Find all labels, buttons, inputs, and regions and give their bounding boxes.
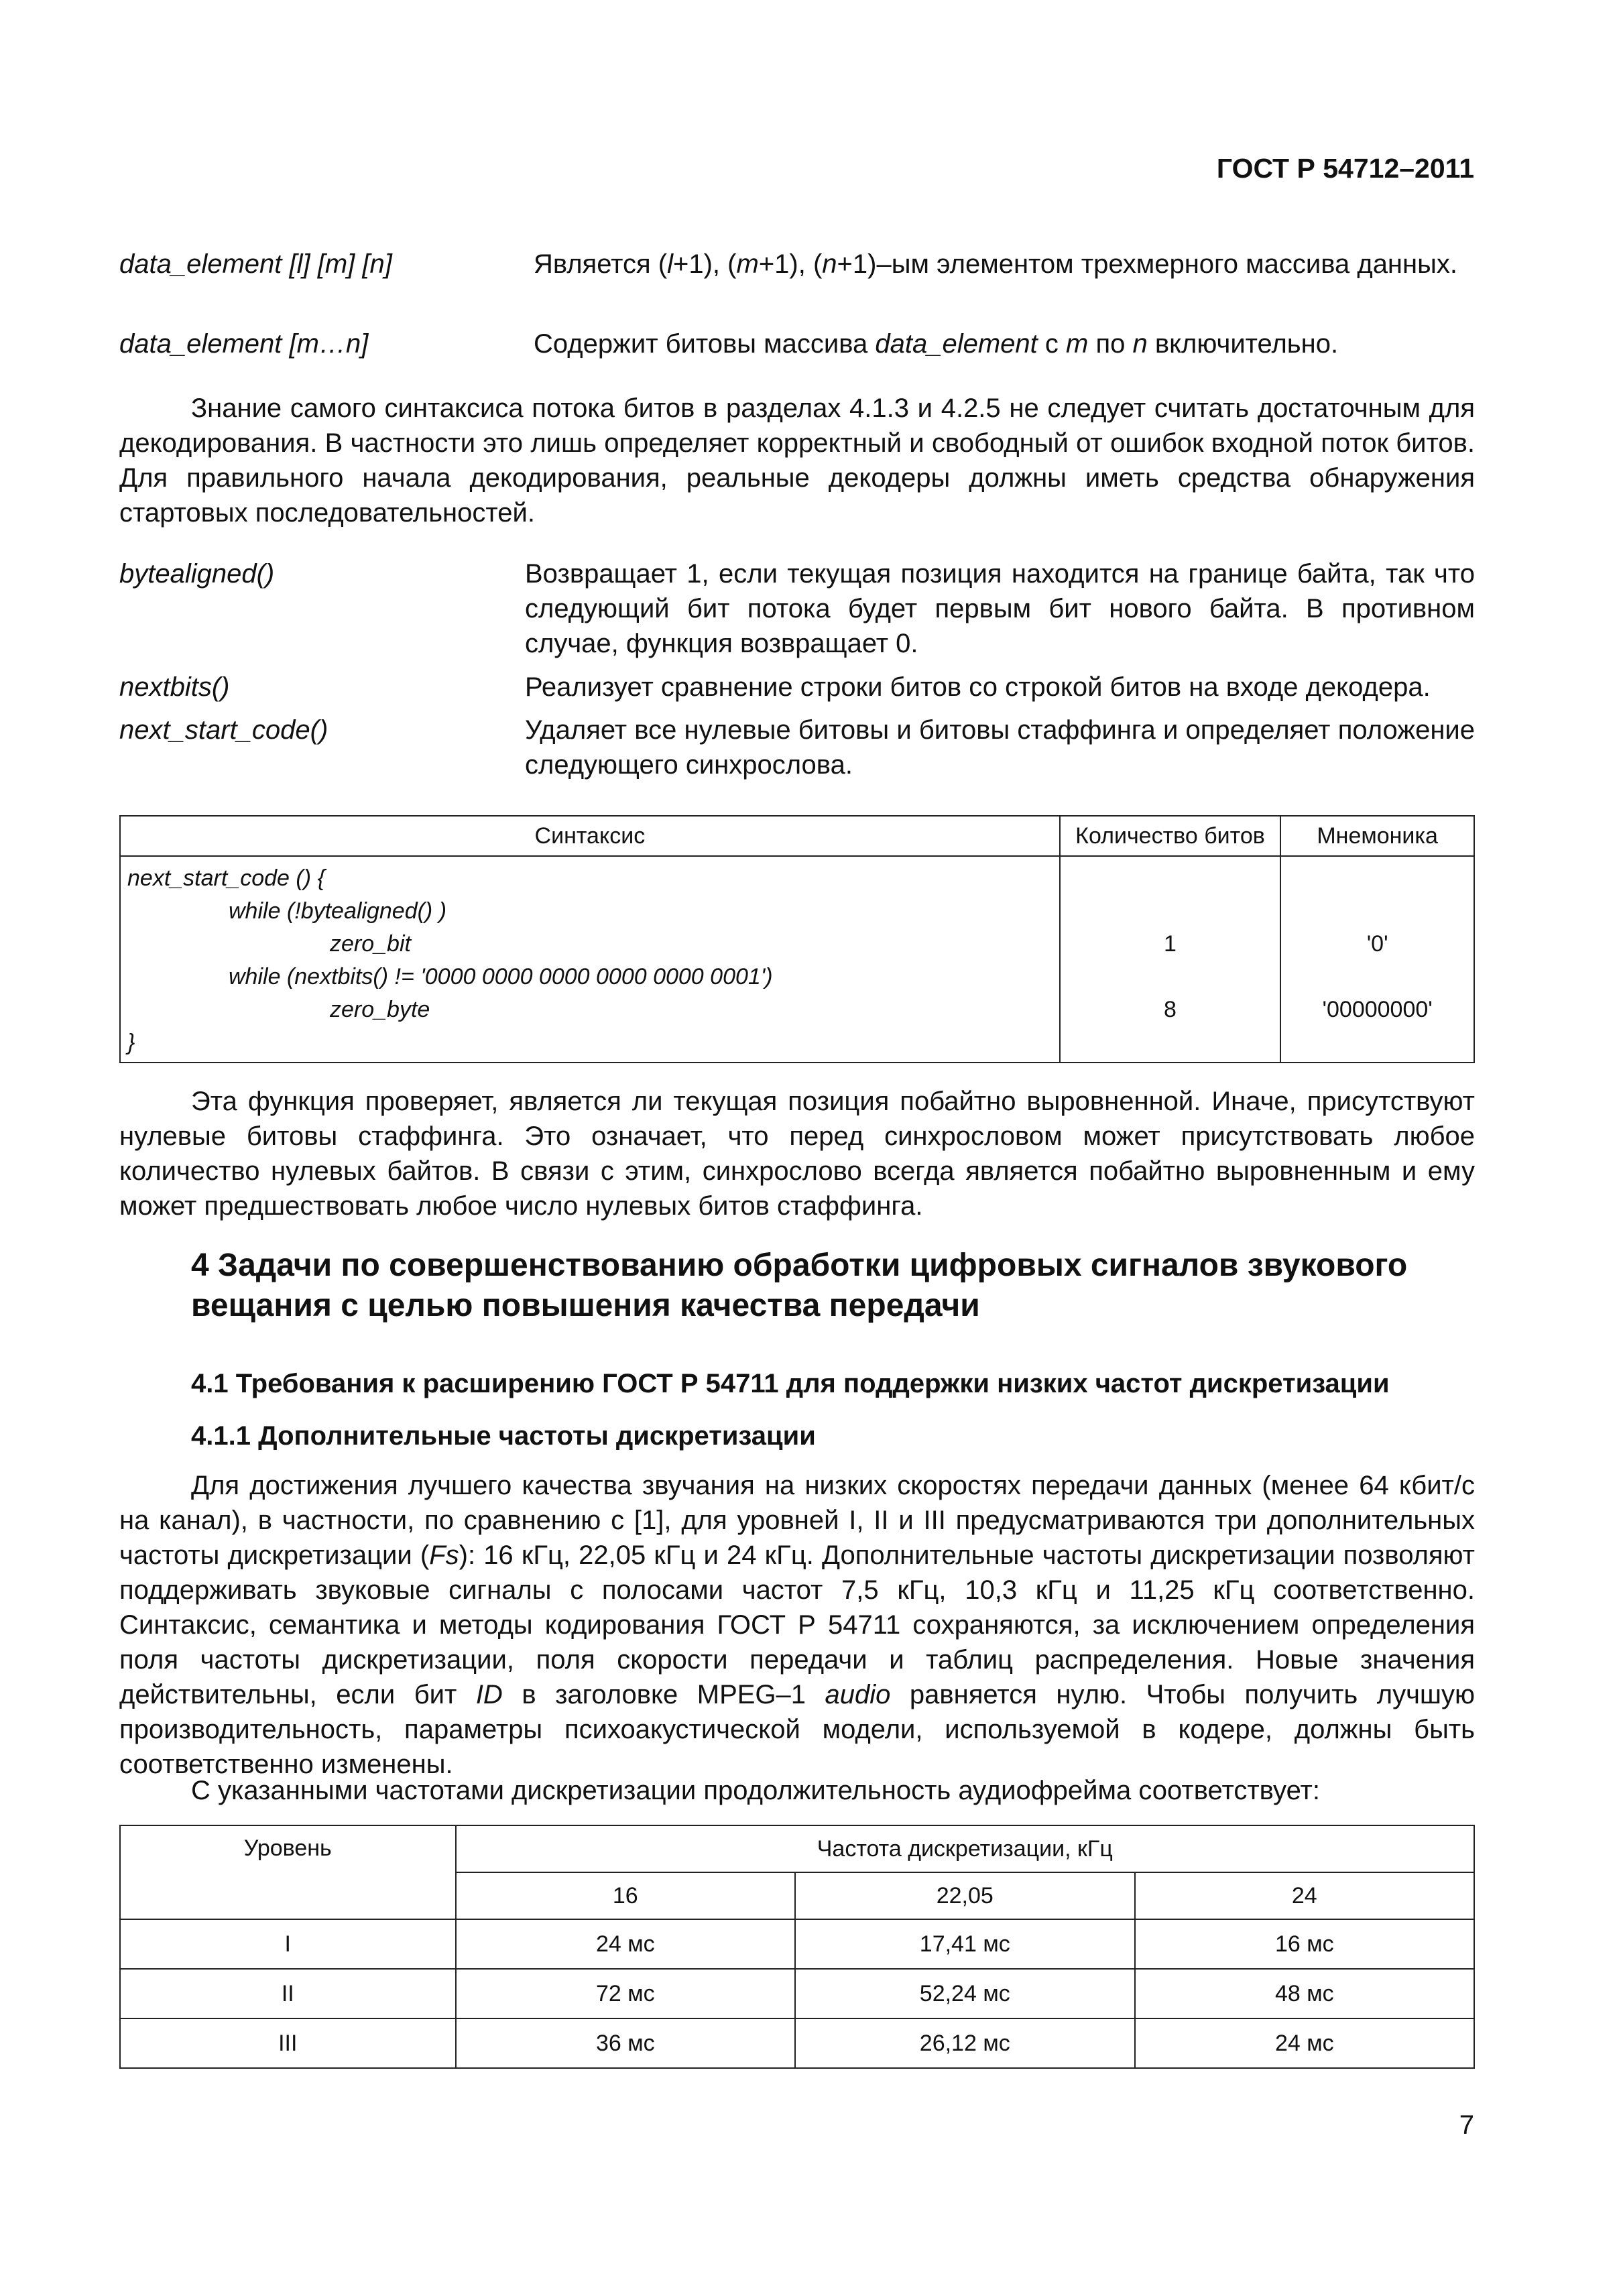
bits-value: 8 xyxy=(1164,997,1177,1022)
syntax-code-cell xyxy=(120,856,1060,1063)
level-cell: III xyxy=(120,2018,456,2068)
duration-cell: 24 мс xyxy=(1135,2018,1474,2068)
duration-cell: 26,12 мс xyxy=(795,2018,1135,2068)
duration-cell: 48 мс xyxy=(1135,1969,1474,2018)
subsection-heading: 4.1 Требования к расширению ГОСТ Р 54711 для поддержки низких частот дискретизации xyxy=(191,1369,1390,1398)
frequency-header: Частота дискретизации, кГц xyxy=(456,1825,1474,1872)
bits-value: 1 xyxy=(1164,931,1177,957)
definition-description: Содержит битовы массива data_element с m по n включительно. xyxy=(534,329,1339,359)
table-row xyxy=(120,856,1474,1063)
column-header: Синтаксис xyxy=(120,816,1060,856)
code-line: zero_byte xyxy=(330,997,430,1022)
paragraph-syntax: Знание самого синтаксиса потока битов в разделах 4.1.3 и 4.2.5 не следует считать достаточным для декодирования. В частности это лишь определяет корректный и свободный от ошибок входной поток битов. Для правильного начала декодирования, реальные декодеры должны иметь средства обнаружения стартовых последовательностей. xyxy=(119,394,1475,528)
duration-cell: 52,24 мс xyxy=(795,1969,1135,2018)
table-row xyxy=(120,2018,1474,2068)
frame-duration-table xyxy=(119,1825,1475,2069)
syntax-table xyxy=(119,815,1475,1063)
duration-cell: 72 мс xyxy=(456,1969,795,2018)
mnemonic-cell xyxy=(1280,856,1474,1063)
table-header-row xyxy=(120,816,1474,856)
definition-term: data_element [l] [m] [n] xyxy=(119,249,392,279)
code-line: while (!bytealigned() ) xyxy=(229,898,447,924)
code-line: } xyxy=(127,1030,135,1055)
code-line: zero_bit xyxy=(330,931,411,957)
duration-cell: 16 мс xyxy=(1135,1919,1474,1969)
duration-cell: 36 мс xyxy=(456,2018,795,2068)
code-line: while (nextbits() != '0000 0000 0000 0000 0000 0001') xyxy=(229,964,773,989)
frequency-value: 24 xyxy=(1135,1872,1474,1919)
paragraph-function: Эта функция проверяет, является ли текущая позиция побайтно выровненной. Иначе, присутствуют нулевые битовы стаффинга. Это означает, что перед синхрословом может присутствовать любое количество нулевых байтов. В связи с этим, синхрослово всегда является побайтно выровненным и ему может предшествовать любое число нулевых битов стаффинга. xyxy=(119,1087,1475,1221)
function-term: bytealigned() xyxy=(119,559,275,589)
function-description: Возвращает 1, если текущая позиция находится на границе байта, так что следующий бит потока будет первым бит нового байта. В противном случае, функция возвращает 0. xyxy=(525,559,1475,658)
definition-term: data_element [m…n] xyxy=(119,329,369,359)
duration-cell: 17,41 мс xyxy=(795,1919,1135,1969)
duration-cell: 24 мс xyxy=(456,1919,795,1969)
mnemonic-value: '00000000' xyxy=(1322,997,1433,1022)
table-row xyxy=(120,1919,1474,1969)
level-header: Уровень xyxy=(120,1825,456,1919)
subsection-heading: 4.1.1 Дополнительные частоты дискретизации xyxy=(191,1421,816,1451)
paragraph-duration: С указанными частотами дискретизации продолжительность аудиофрейма соответствует: xyxy=(191,1776,1320,1805)
mnemonic-value: '0' xyxy=(1366,931,1388,957)
function-description: Реализует сравнение строки битов со строкой битов на входе декодера. xyxy=(525,672,1431,702)
page-number: 7 xyxy=(1459,2110,1474,2140)
table-header-row xyxy=(120,1825,1474,1872)
column-header: Количество битов xyxy=(1060,816,1281,856)
function-description: Удаляет все нулевые битовы и битовы стаффинга и определяет положение следующего синхрослова. xyxy=(525,715,1475,780)
frequency-value: 16 xyxy=(456,1872,795,1919)
document-header: ГОСТ Р 54712–2011 xyxy=(1216,153,1474,184)
table-row xyxy=(120,1969,1474,2018)
level-cell: I xyxy=(120,1919,456,1969)
level-cell: II xyxy=(120,1969,456,2018)
frequency-value: 22,05 xyxy=(795,1872,1135,1919)
function-term: nextbits() xyxy=(119,672,230,702)
section-heading: 4 Задачи по совершенствованию обработки цифровых сигналов звукового вещания с целью повышения качества передачи xyxy=(191,1248,1408,1323)
code-line: next_start_code () { xyxy=(127,865,325,891)
paragraph-sampling: Для достижения лучшего качества звучания на низких скоростях передачи данных (менее 64 кбит/с на канал), в частности, по сравнению с [1], для уровней I, II и III предусматриваются три дополнительных частоты дискретизации (Fs): 16 кГц, 22,05 кГц и 24 кГц. Дополнительные частоты дискретизации позволяют поддерживать звуковые сигналы с полосами частот 7,5 кГц, 10,3 кГц и 11,25 кГц соответственно. Синтаксис, семантика и методы кодирования ГОСТ Р 54711 сохраняются, за исключением определения поля частоты дискретизации, поля скорости передачи и таблиц распределения. Новые значения действительны, если бит ID в заголовке MPEG–1 audio равняется нулю. Чтобы получить лучшую производительность, параметры психоакустической модели, используемой в кодере, должны быть соответственно изменены. xyxy=(119,1471,1476,1779)
function-term: next_start_code() xyxy=(119,715,328,745)
bits-cell xyxy=(1060,856,1281,1063)
column-header: Мнемоника xyxy=(1280,816,1474,856)
definition-description: Является (l+1), (m+1), (n+1)–ым элементом трехмерного массива данных. xyxy=(534,249,1457,279)
